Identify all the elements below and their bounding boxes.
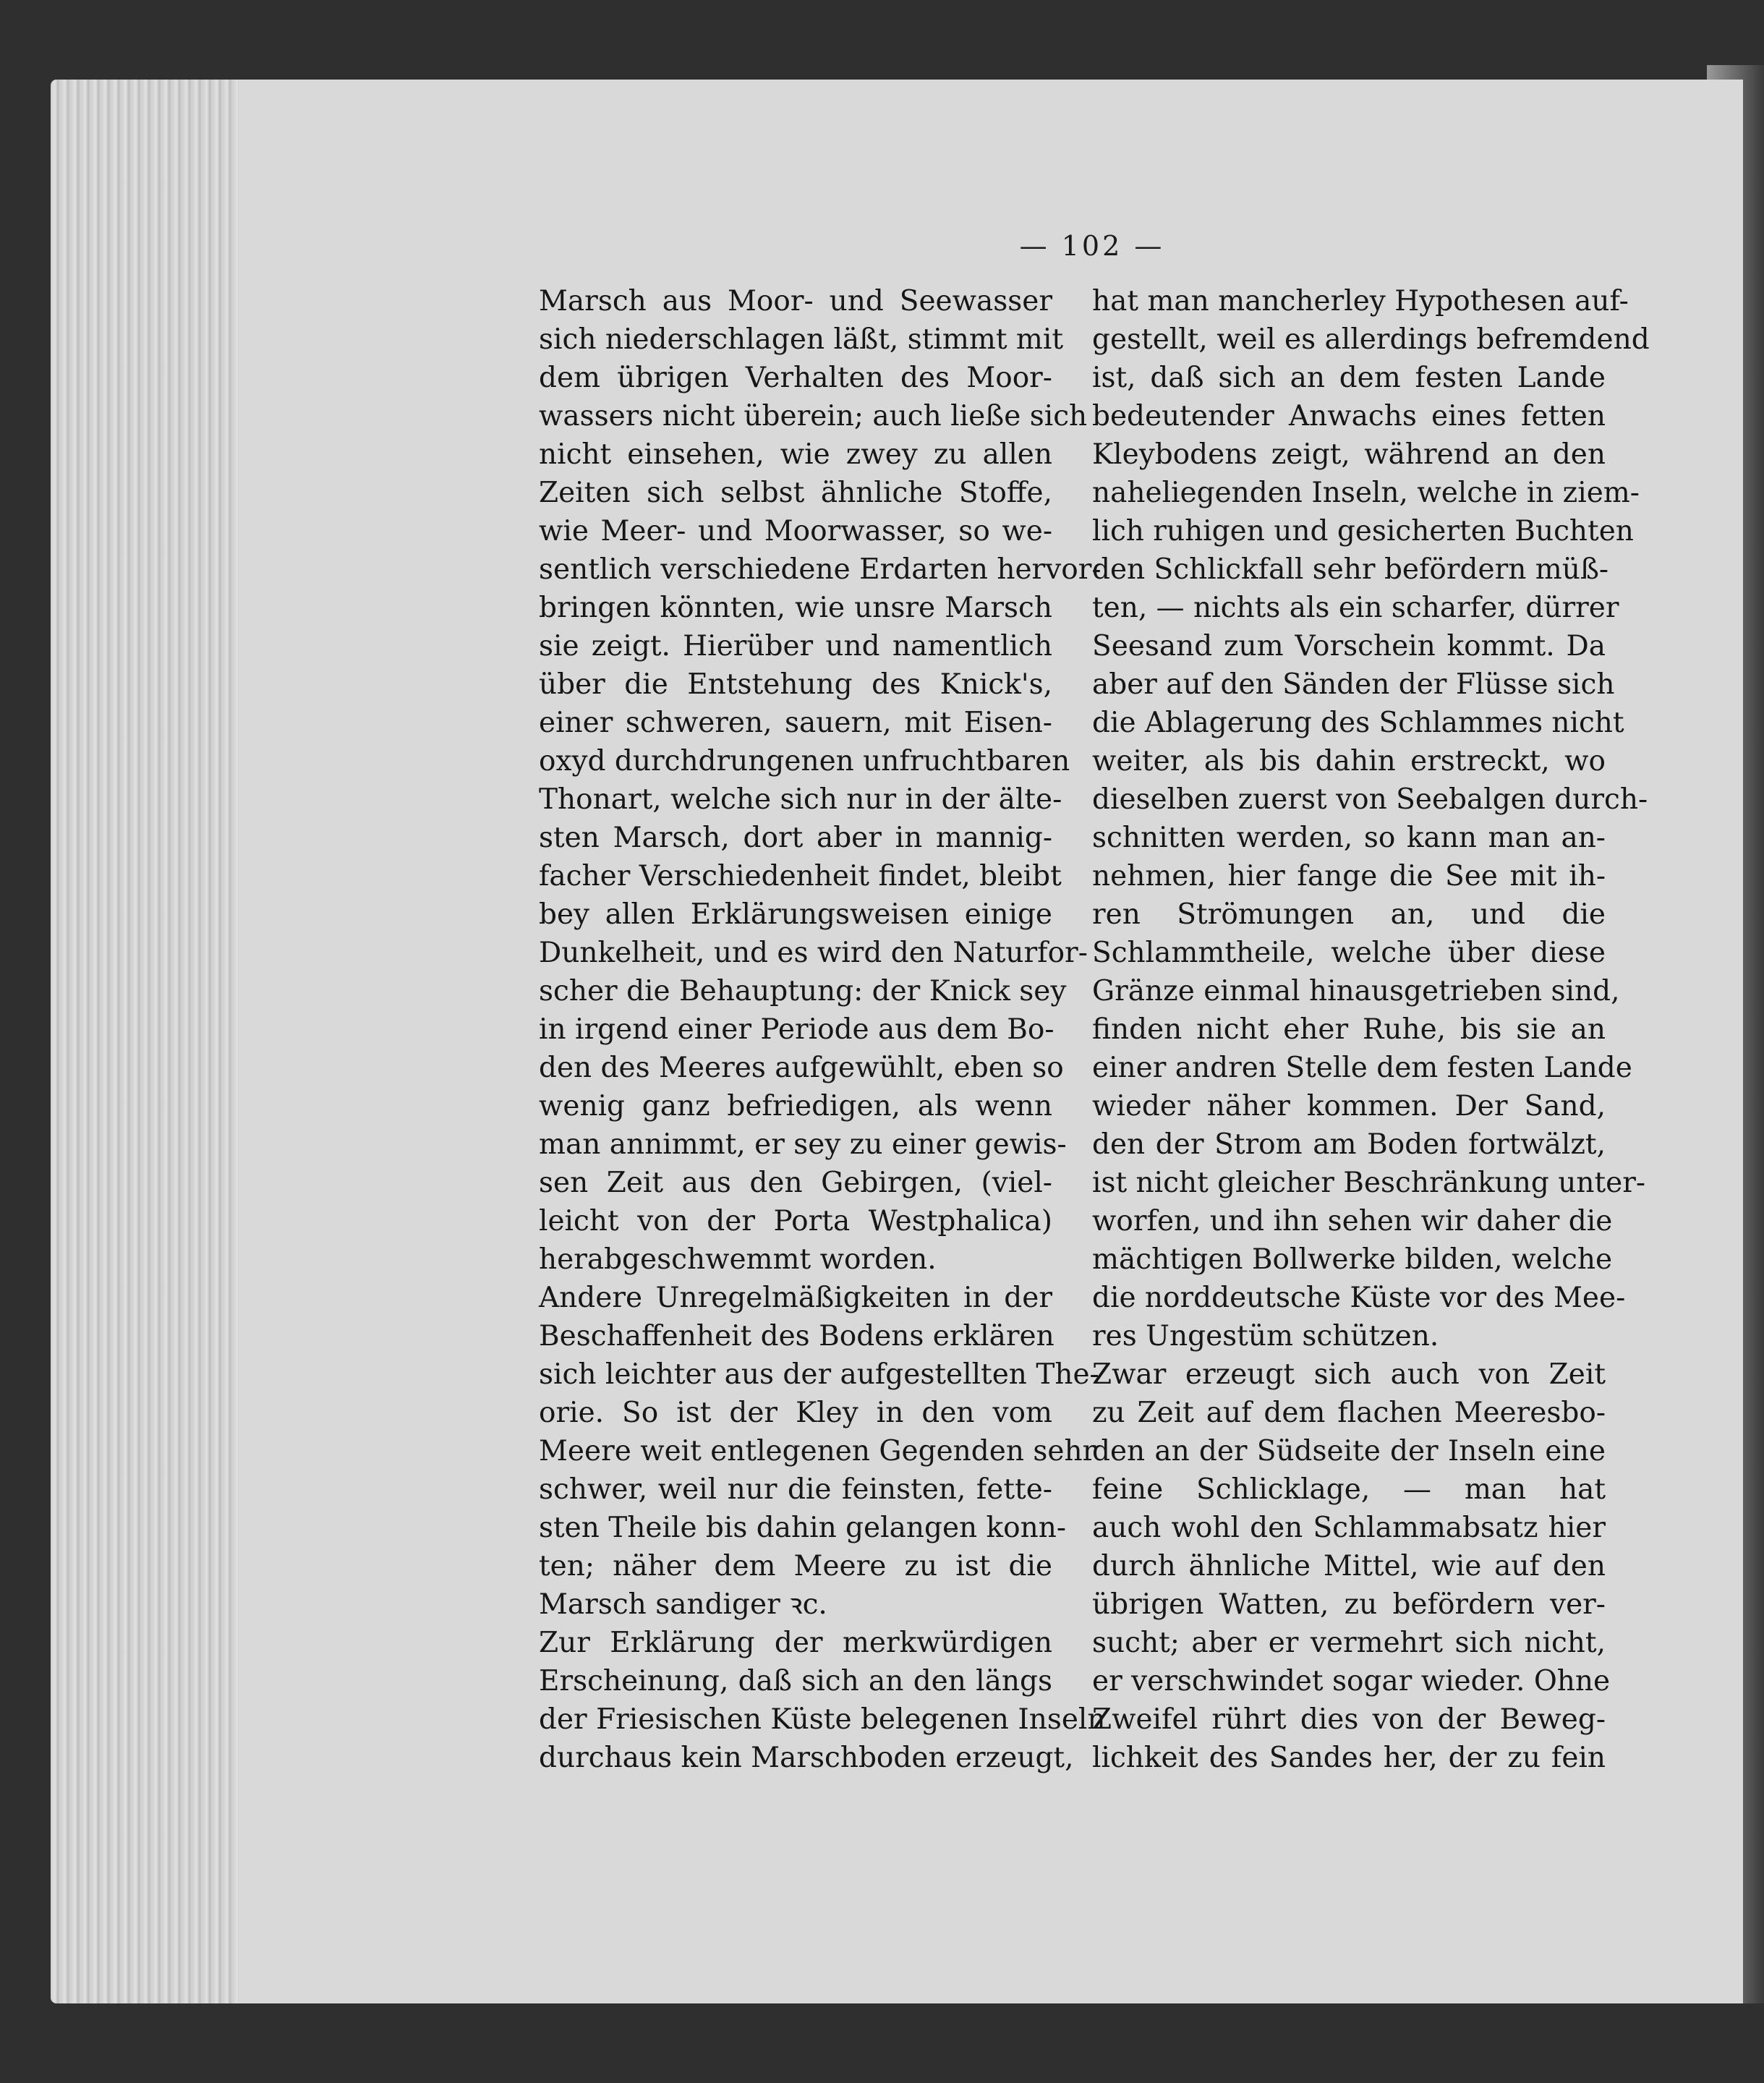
text-line: Meere weit entlegenen Gegenden sehr	[539, 1435, 1096, 1468]
text-line: wenig ganz befriedigen, als wenn	[539, 1090, 1052, 1123]
text-line: mächtigen Bollwerke bilden, welche	[1092, 1243, 1613, 1276]
text-line: bringen könnten, wie unsre Marsch	[539, 592, 1052, 624]
text-line: Thonart, welche sich nur in der älte-	[539, 783, 1062, 816]
text-line: gestellt, weil es allerdings befremdend	[1092, 323, 1650, 356]
text-line: man annimmt, er sey zu einer gewis-	[539, 1128, 1067, 1161]
text-line: wassers nicht überein; auch ließe sich	[539, 400, 1088, 433]
text-line: ren Strömungen an, und die	[1092, 898, 1606, 931]
text-line: bedeutender Anwachs eines fetten	[1092, 400, 1606, 433]
text-line: finden nicht eher Ruhe, bis sie an	[1092, 1013, 1606, 1046]
text-line: sten Theile bis dahin gelangen konn-	[539, 1512, 1067, 1544]
text-line: Beschaffenheit des Bodens erklären	[539, 1320, 1054, 1353]
text-line: Seesand zum Vorschein kommt. Da	[1092, 630, 1606, 663]
text-line: sentlich verschiedene Erdarten hervor-	[539, 553, 1102, 586]
text-line: den an der Südseite der Inseln eine	[1092, 1435, 1606, 1468]
book-page-edges	[51, 80, 253, 2003]
text-line: ist, daß sich an dem festen Lande	[1092, 362, 1606, 394]
text-line: wieder näher kommen. Der Sand,	[1092, 1090, 1606, 1123]
text-line: sie zeigt. Hierüber und namentlich	[539, 630, 1052, 663]
text-line: der Friesischen Küste belegenen Inseln	[539, 1703, 1106, 1736]
left-text-column	[539, 282, 1106, 1777]
text-line: sich leichter aus der aufgestellten The-	[539, 1358, 1099, 1391]
text-line: einer andren Stelle dem festen Lande	[1092, 1052, 1632, 1084]
text-line: nicht einsehen, wie zwey zu allen	[539, 438, 1052, 471]
text-line: naheliegenden Inseln, welche in ziem-	[1092, 477, 1640, 509]
text-line: weiter, als bis dahin erstreckt, wo	[1092, 745, 1606, 778]
text-line: hat man mancherley Hypothesen auf-	[1092, 285, 1629, 318]
text-line: oxyd durchdrungenen unfruchtbaren	[539, 745, 1070, 778]
text-line: lich ruhigen und gesicherten Buchten	[1092, 515, 1634, 548]
text-line: sucht; aber er vermehrt sich nicht,	[1092, 1627, 1606, 1659]
text-line: dem übrigen Verhalten des Moor-	[539, 362, 1052, 394]
text-line: worfen, und ihn sehen wir daher die	[1092, 1205, 1613, 1238]
text-line: sen Zeit aus den Gebirgen, (viel-	[539, 1167, 1052, 1199]
text-line: feine Schlicklage, — man hat	[1092, 1473, 1606, 1506]
text-line: Zwar erzeugt sich auch von Zeit	[1092, 1358, 1606, 1391]
text-line: sich niederschlagen läßt, stimmt mit	[539, 323, 1064, 356]
text-line: sten Marsch, dort aber in mannig-	[539, 822, 1052, 854]
text-line: Zweifel rührt dies von der Beweg-	[1092, 1703, 1606, 1736]
text-line: ist nicht gleicher Beschränkung unter-	[1092, 1167, 1646, 1199]
text-line: Gränze einmal hinausgetrieben sind,	[1092, 975, 1620, 1008]
page-number: — 102 —	[1019, 230, 1165, 262]
text-line: Zeiten sich selbst ähnliche Stoffe,	[539, 477, 1052, 509]
text-line: auch wohl den Schlammabsatz hier	[1092, 1512, 1606, 1544]
text-line: durchaus kein Marschboden erzeugt,	[539, 1742, 1074, 1774]
right-text-column	[1092, 282, 1650, 1777]
text-line: res Ungestüm schützen.	[1092, 1320, 1439, 1353]
text-line: nehmen, hier fange die See mit ih-	[1092, 860, 1606, 893]
text-line: herabgeschwemmt worden.	[539, 1243, 937, 1276]
text-line: ten, — nichts als ein scharfer, dürrer	[1092, 592, 1619, 624]
text-line: die Ablagerung des Schlammes nicht	[1092, 707, 1624, 739]
text-line: bey allen Erklärungsweisen einige	[539, 898, 1052, 931]
text-line: durch ähnliche Mittel, wie auf den	[1092, 1550, 1606, 1583]
text-line: Kleybodens zeigt, während an den	[1092, 438, 1606, 471]
text-line: die norddeutsche Küste vor des Mee-	[1092, 1282, 1626, 1314]
text-line: in irgend einer Periode aus dem Bo-	[539, 1013, 1054, 1046]
text-line: Dunkelheit, und es wird den Naturfor-	[539, 937, 1088, 969]
text-line: lichkeit des Sandes her, der zu fein	[1092, 1742, 1606, 1774]
text-line: er verschwindet sogar wieder. Ohne	[1092, 1665, 1611, 1698]
text-line: Schlammtheile, welche über diese	[1092, 937, 1606, 969]
text-line: den der Strom am Boden fortwälzt,	[1092, 1128, 1606, 1161]
text-line: facher Verschiedenheit findet, bleibt	[539, 860, 1062, 893]
text-line: Erscheinung, daß sich an den längs	[539, 1665, 1052, 1698]
text-line: schwer, weil nur die feinsten, fette-	[539, 1473, 1052, 1506]
text-line: den des Meeres aufgewühlt, eben so	[539, 1052, 1064, 1084]
text-line: über die Entstehung des Knick's,	[539, 668, 1052, 701]
text-line: übrigen Watten, zu befördern ver-	[1092, 1588, 1606, 1621]
text-line: Marsch sandiger ꝛc.	[539, 1588, 827, 1621]
text-line: aber auf den Sänden der Flüsse sich	[1092, 668, 1615, 701]
text-line: dieselben zuerst von Seebalgen durch-	[1092, 783, 1648, 816]
text-line: Zur Erklärung der merkwürdigen	[539, 1627, 1052, 1659]
text-line: Andere Unregelmäßigkeiten in der	[539, 1282, 1052, 1314]
text-line: einer schweren, sauern, mit Eisen-	[539, 707, 1052, 739]
text-line: schnitten werden, so kann man an-	[1092, 822, 1606, 854]
text-line: den Schlickfall sehr befördern müß-	[1092, 553, 1609, 586]
text-line: leicht von der Porta Westphalica)	[539, 1205, 1052, 1238]
text-line: scher die Behauptung: der Knick sey	[539, 975, 1067, 1008]
text-line: Marsch aus Moor- und Seewasser	[539, 285, 1052, 318]
text-line: zu Zeit auf dem flachen Meeresbo-	[1092, 1397, 1606, 1429]
text-line: ten; näher dem Meere zu ist die	[539, 1550, 1052, 1583]
text-line: wie Meer- und Moorwasser, so we-	[539, 515, 1052, 548]
text-line: orie. So ist der Kley in den vom	[539, 1397, 1052, 1429]
